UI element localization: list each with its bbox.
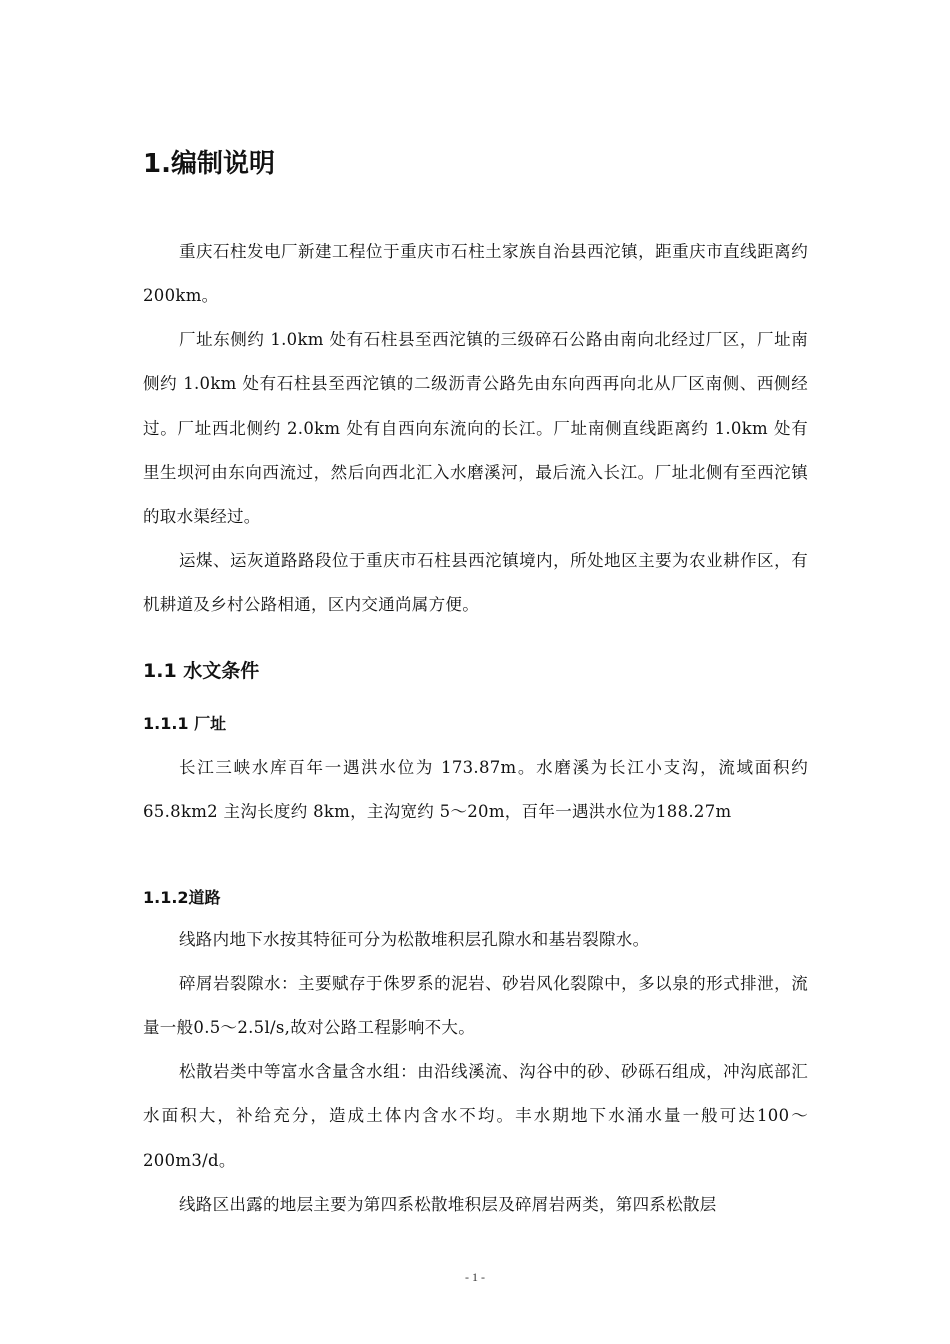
paragraph-road-4: 线路区出露的地层主要为第四系松散堆积层及碎屑岩两类，第四系松散层 [179, 1195, 717, 1214]
paragraph-road-1: 线路内地下水按其特征可分为松散堆积层孔隙水和基岩裂隙水。 [179, 930, 650, 949]
section-heading-1-1: 1.1 水文条件 [143, 660, 260, 682]
subsection-heading-1-1-1: 1.1.1 厂址 [143, 714, 227, 733]
paragraph-intro-3: 运煤、运灰道路路段位于重庆市石柱县西沱镇境内，所处地区主要为农业耕作区，有机耕道及乡村公路相通，区内交通尚属方便。 [143, 551, 808, 615]
paragraph-road-2: 碎屑岩裂隙水：主要赋存于侏罗系的泥岩、砂岩风化裂隙中，多以泉的形式排泄，流量一般0.5～2.5l/s,故对公路工程影响不大。 [143, 974, 808, 1038]
page-number: - 1 - [465, 1270, 485, 1284]
paragraph-intro-2: 厂址东侧约 1.0km 处有石柱县至西沱镇的三级碎石公路由南向北经过厂区，厂址南侧约 1.0km 处有石柱县至西沱镇的二级沥青公路先由东向西再向北从厂区南侧、西侧经过。厂址西北侧约 2.0km 处有自西向东流向的长江。厂址南侧直线距离约 1.0km 处有里生坝河由东向西流过，然后向西北汇入水磨溪河，最后流入长江。厂址北侧有至西沱镇的取水渠经过。 [143, 330, 808, 527]
paragraph-road-3: 松散岩类中等富水含量含水组：由沿线溪流、沟谷中的砂、砂砾石组成，冲沟底部汇水面积大，补给充分，造成土体内含水不均。丰水期地下水涌水量一般可达100～200m3/d。 [143, 1062, 808, 1170]
section-heading-1: 1.编制说明 [143, 149, 275, 179]
paragraph-intro-1: 重庆石柱发电厂新建工程位于重庆市石柱土家族自治县西沱镇，距重庆市直线距离约200km。 [143, 242, 808, 306]
subsection-heading-1-1-2: 1.1.2道路 [143, 888, 221, 907]
paragraph-site-hydrology: 长江三峡水库百年一遇洪水位为 173.87m。水磨溪为长江小支沟，流域面积约 65.8km2 主沟长度约 8km，主沟宽约 5～20m，百年一遇洪水位为188.27m [143, 758, 808, 822]
